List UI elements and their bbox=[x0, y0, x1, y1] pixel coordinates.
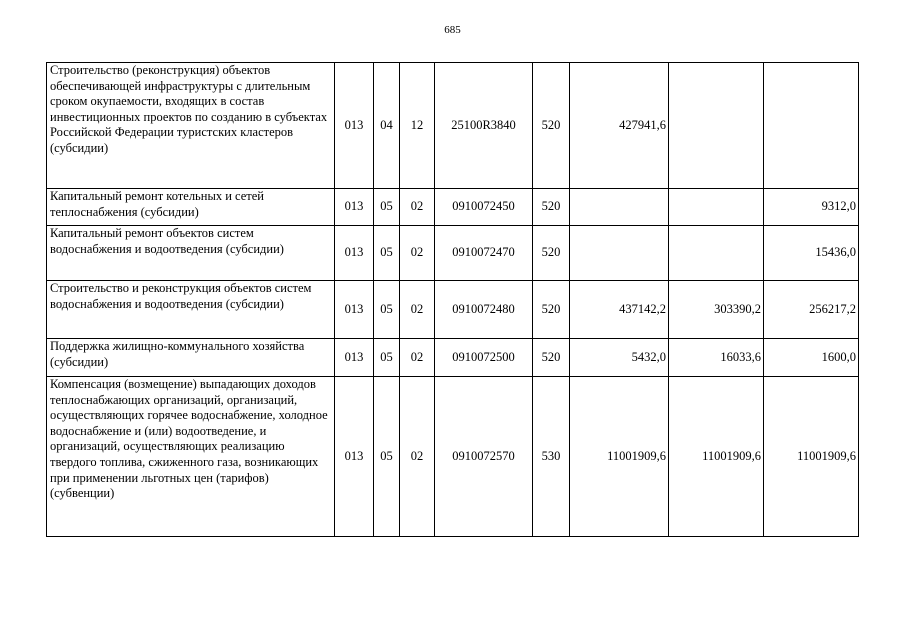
ministry-code: 013 bbox=[335, 339, 374, 377]
section-code: 04 bbox=[374, 63, 400, 189]
section-code: 05 bbox=[374, 281, 400, 339]
target-article-code: 0910072480 bbox=[435, 281, 533, 339]
table-row bbox=[47, 281, 859, 339]
row-name: Поддержка жилищно-коммунального хозяйства (субсидии) bbox=[47, 339, 335, 377]
sum-year-3: 256217,2 bbox=[764, 281, 859, 339]
sum-year-3 bbox=[764, 63, 859, 189]
sum-year-3: 15436,0 bbox=[764, 226, 859, 281]
row-name: Строительство и реконструкция объектов систем водоснабжения и водоотведения (субсидии) bbox=[47, 281, 335, 339]
expense-type-code: 530 bbox=[533, 377, 570, 537]
sum-year-2: 16033,6 bbox=[669, 339, 764, 377]
sum-year-1: 11001909,6 bbox=[570, 377, 669, 537]
subsection-code: 02 bbox=[400, 226, 435, 281]
sum-year-3: 11001909,6 bbox=[764, 377, 859, 537]
target-article-code: 25100R3840 bbox=[435, 63, 533, 189]
expense-type-code: 520 bbox=[533, 339, 570, 377]
table-row bbox=[47, 189, 859, 226]
ministry-code: 013 bbox=[335, 377, 374, 537]
expense-type-code: 520 bbox=[533, 226, 570, 281]
sum-year-1 bbox=[570, 189, 669, 226]
table-row bbox=[47, 377, 859, 537]
ministry-code: 013 bbox=[335, 281, 374, 339]
table-row bbox=[47, 226, 859, 281]
subsection-code: 12 bbox=[400, 63, 435, 189]
section-code: 05 bbox=[374, 377, 400, 537]
sum-year-2 bbox=[669, 189, 764, 226]
table-row bbox=[47, 339, 859, 377]
sum-year-2: 303390,2 bbox=[669, 281, 764, 339]
expense-type-code: 520 bbox=[533, 63, 570, 189]
sum-year-3: 9312,0 bbox=[764, 189, 859, 226]
row-name: Капитальный ремонт котельных и сетей теплоснабжения (субсидии) bbox=[47, 189, 335, 226]
expense-type-code: 520 bbox=[533, 189, 570, 226]
target-article-code: 0910072500 bbox=[435, 339, 533, 377]
sum-year-1: 437142,2 bbox=[570, 281, 669, 339]
sum-year-1 bbox=[570, 226, 669, 281]
sum-year-1: 427941,6 bbox=[570, 63, 669, 189]
ministry-code: 013 bbox=[335, 63, 374, 189]
row-name: Компенсация (возмещение) выпадающих доходов теплоснабжающих организаций, организаций, осуществляющих горячее водоснабжение, холодное водоснабжение и (или) водоотведение, и организаций, осуществляющих реализацию твердого топлива, сжиженного газа, возникающих при применении льготных цен (тарифов) (субвенции) bbox=[47, 377, 335, 537]
row-name: Капитальный ремонт объектов систем водоснабжения и водоотведения (субсидии) bbox=[47, 226, 335, 281]
ministry-code: 013 bbox=[335, 189, 374, 226]
section-code: 05 bbox=[374, 226, 400, 281]
target-article-code: 0910072470 bbox=[435, 226, 533, 281]
section-code: 05 bbox=[374, 189, 400, 226]
section-code: 05 bbox=[374, 339, 400, 377]
expense-type-code: 520 bbox=[533, 281, 570, 339]
sum-year-3: 1600,0 bbox=[764, 339, 859, 377]
sum-year-2 bbox=[669, 226, 764, 281]
page-number: 685 bbox=[444, 24, 461, 36]
table-row bbox=[47, 63, 859, 189]
sum-year-2 bbox=[669, 63, 764, 189]
subsection-code: 02 bbox=[400, 189, 435, 226]
ministry-code: 013 bbox=[335, 226, 374, 281]
target-article-code: 0910072570 bbox=[435, 377, 533, 537]
sum-year-2: 11001909,6 bbox=[669, 377, 764, 537]
sum-year-1: 5432,0 bbox=[570, 339, 669, 377]
row-name: Строительство (реконструкция) объектов обеспечивающей инфраструктуры с длительным сроком окупаемости, входящих в состав инвестиционных проектов по созданию в субъектах Российской Федерации туристских кластеров (субсидии) bbox=[47, 63, 335, 189]
target-article-code: 0910072450 bbox=[435, 189, 533, 226]
subsection-code: 02 bbox=[400, 339, 435, 377]
subsection-code: 02 bbox=[400, 281, 435, 339]
budget-table bbox=[46, 62, 859, 537]
subsection-code: 02 bbox=[400, 377, 435, 537]
